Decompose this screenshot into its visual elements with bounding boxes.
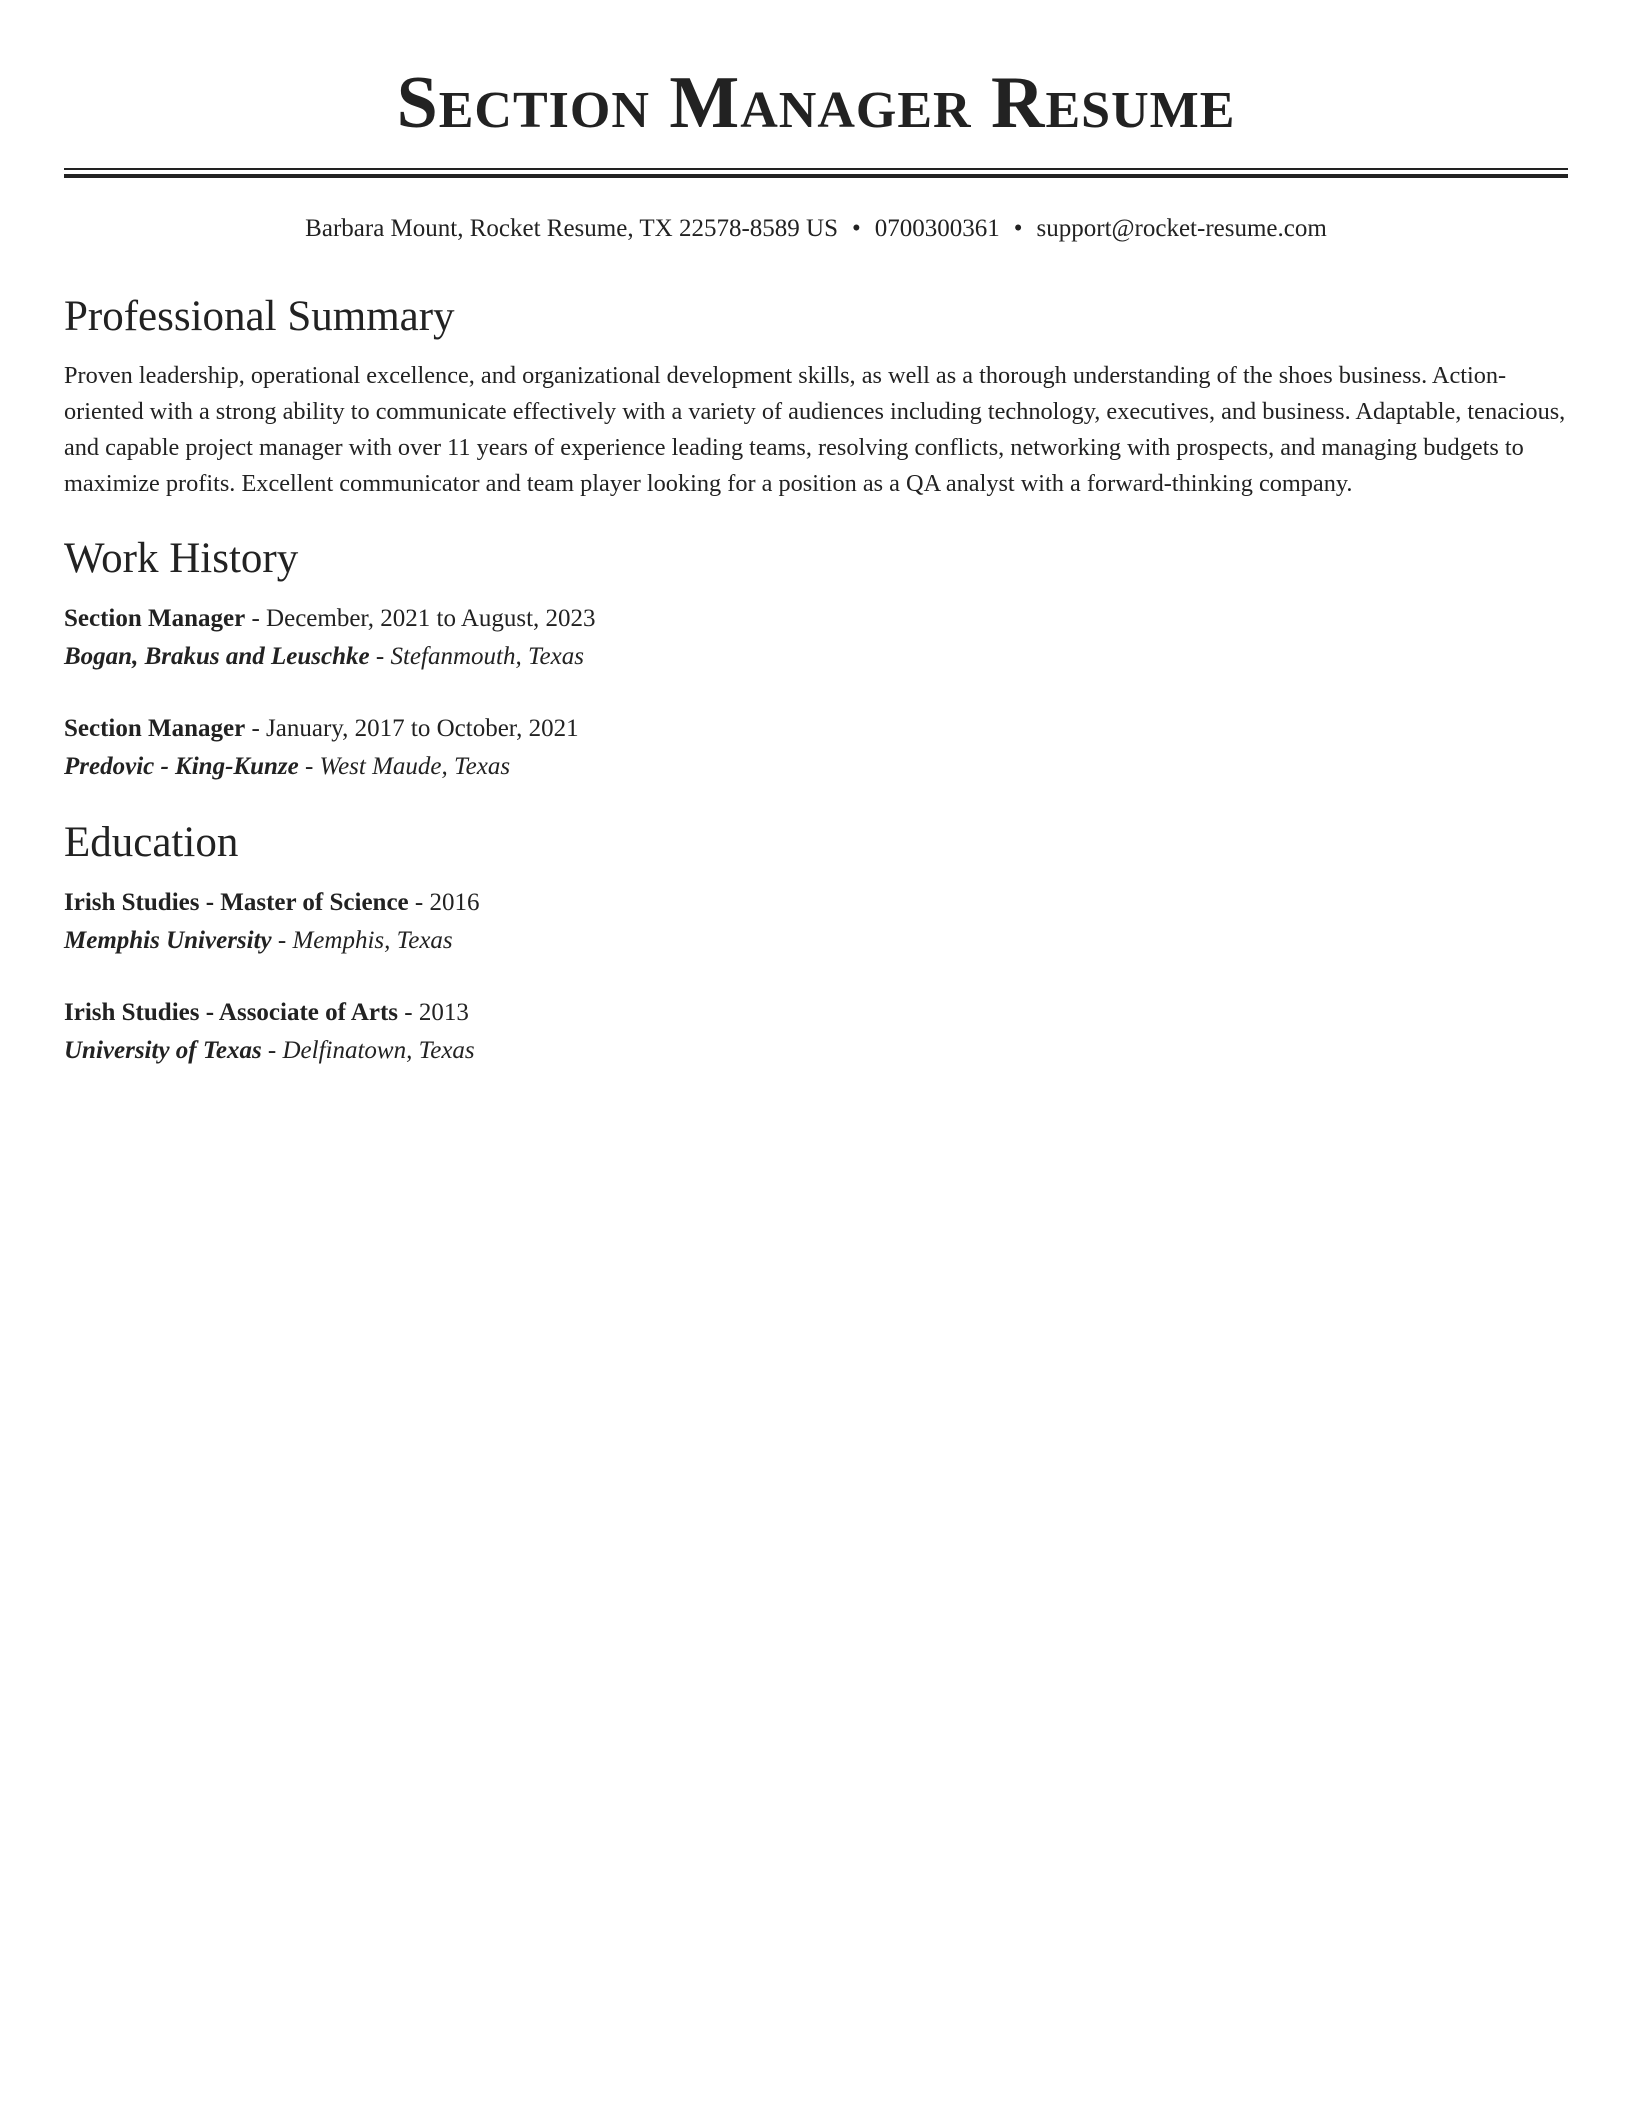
- work-entry-org-line: [64, 748, 1568, 786]
- contact-separator: •: [851, 215, 861, 242]
- education-entry: [64, 884, 1568, 960]
- degree-name: Irish Studies - Master of Science: [64, 889, 409, 916]
- work-entry-org-line: [64, 638, 1568, 676]
- job-title: Section Manager: [64, 715, 246, 742]
- education-entry-degree-line: [64, 884, 1568, 922]
- education-heading: Education: [64, 819, 239, 866]
- contact-separator: •: [1013, 215, 1023, 242]
- summary-heading: Professional Summary: [64, 293, 455, 340]
- company-name: Predovic - King-Kunze: [64, 753, 299, 780]
- work-entry: [64, 600, 1568, 676]
- school-location: Delfinatown, Texas: [282, 1037, 475, 1064]
- dash: -: [298, 753, 320, 780]
- job-dates: December, 2021 to August, 2023: [266, 605, 596, 632]
- work-history-heading: Work History: [64, 535, 299, 582]
- contact-phone: 0700300361: [874, 215, 1000, 242]
- work-entry-title-line: [64, 600, 1568, 638]
- dash: -: [408, 889, 430, 916]
- work-entry: [64, 710, 1568, 786]
- document-title: Section Manager Resume: [396, 62, 1236, 144]
- contact-line: [64, 212, 1568, 246]
- degree-name: Irish Studies - Associate of Arts: [64, 999, 399, 1026]
- company-location: West Maude, Texas: [319, 753, 511, 780]
- education-entry-degree-line: [64, 994, 1568, 1032]
- dash: -: [261, 1037, 283, 1064]
- job-title: Section Manager: [64, 605, 246, 632]
- education-entry: [64, 994, 1568, 1070]
- contact-email: support@rocket-resume.com: [1036, 215, 1327, 242]
- education-entry-school-line: [64, 922, 1568, 960]
- contact-address: Barbara Mount, Rocket Resume, TX 22578-8589 US: [305, 215, 838, 242]
- company-name: Bogan, Brakus and Leuschke: [64, 643, 370, 670]
- dash: -: [271, 927, 293, 954]
- school-name: Memphis University: [64, 927, 272, 954]
- dash: -: [245, 605, 267, 632]
- job-dates: January, 2017 to October, 2021: [266, 715, 579, 742]
- summary-text: Proven leadership, operational excellence, and organizational development skills, as well as a thorough understanding of the shoes business. Action-oriented with a strong ability to communicate effectively with a variety of audiences including technology, executives, and business. Adaptable, tenacious, and capable project manager with over 11 years of experience leading teams, resolving conflicts, networking with prospects, and managing budgets to maximize profits. Excellent communicator and team player looking for a position as a QA analyst with a forward-thinking company.: [64, 362, 1566, 497]
- degree-year: 2016: [429, 889, 480, 916]
- work-entry-title-line: [64, 710, 1568, 748]
- school-location: Memphis, Texas: [292, 927, 453, 954]
- title-double-rule: [64, 168, 1568, 178]
- dash: -: [398, 999, 419, 1026]
- company-location: Stefanmouth, Texas: [390, 643, 584, 670]
- education-entry-school-line: [64, 1032, 1568, 1070]
- degree-year: 2013: [418, 999, 469, 1026]
- dash: -: [245, 715, 267, 742]
- dash: -: [369, 643, 391, 670]
- school-name: University of Texas: [64, 1037, 262, 1064]
